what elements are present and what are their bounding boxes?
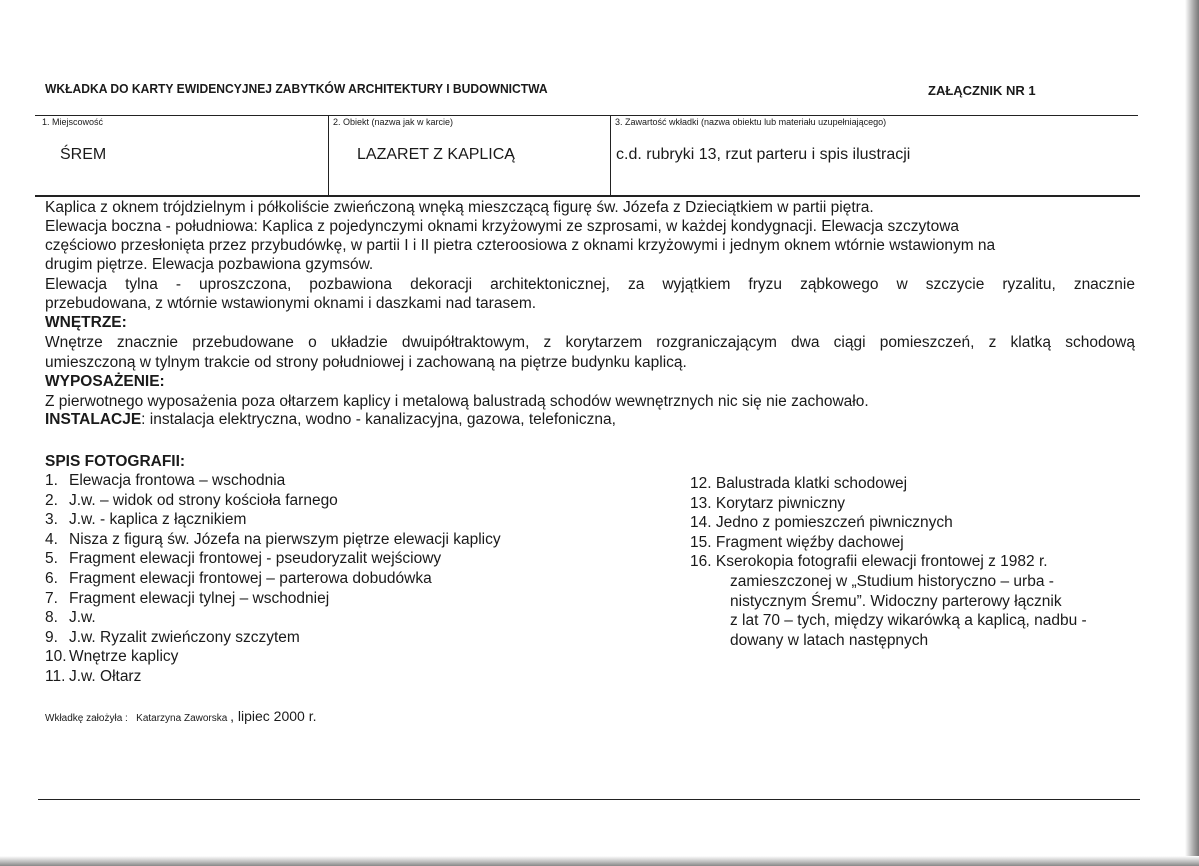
signature-name: Katarzyna Zaworska	[136, 713, 228, 724]
section-heading-installations: INSTALACJE	[45, 411, 142, 428]
scan-edge-shadow	[0, 856, 1199, 866]
body-text: częściowo przesłonięta przez przybudówkę, w partii I i II pietra czteroosiowa z oknami krzyżowymi i jednym oknem wtórnie wstawionym na	[45, 237, 996, 254]
body-text: Elewacja boczna - południowa: Kaplica z pojedynczymi oknami krzyżowymi ze szprosami, w każdej kondygnacji. Elewacja szczytowa	[45, 218, 960, 235]
field-value-contents: c.d. rubryki 13, rzut parteru i spis ilustracji	[616, 146, 911, 163]
signature-label: Wkładkę założyła :	[45, 713, 128, 724]
field-value-locality: ŚREM	[60, 146, 107, 163]
installations-text: : instalacja elektryczna, wodno - kanalizacyjna, gazowa, telefoniczna,	[141, 411, 616, 428]
list-item: 11. J.w. Ołtarz	[45, 667, 142, 685]
list-item: 16. Kserokopia fotografii elewacji frontowej z 1982 r.	[690, 553, 1048, 571]
field-label-object: 2. Obiekt (nazwa jak w karcie)	[333, 117, 454, 127]
list-item: 10. Wnętrze kaplicy	[45, 648, 179, 666]
list-item: 3. J.w. - kaplica z łącznikiem	[45, 511, 247, 529]
footer-divider	[38, 799, 1140, 800]
body-text: Z pierwotnego wyposażenia poza ołtarzem kaplicy i metalową balustradą schodów wewnętrznych nic się nie zachowało.	[45, 393, 869, 410]
body-text: przebudowana, z wtórnie wstawionymi oknami i daszkami nad tarasem.	[45, 295, 537, 312]
list-item: 1. Elewacja frontowa – wschodnia	[45, 472, 286, 489]
list-item: 14. Jedno z pomieszczeń piwnicznych	[690, 514, 953, 532]
list-item: 5. Fragment elewacji frontowej - pseudoryzalit wejściowy	[45, 550, 442, 568]
body-text: Wnętrze znacznie przebudowane o układzie dwuipółtraktowym, z korytarzem rozgraniczającym dwa ciągi pomieszczeń, z klatką schodową	[45, 334, 1135, 351]
list-item-continuation: nistycznym Śremu”. Widoczny parterowy łącznik	[730, 592, 1062, 610]
divider	[35, 115, 1138, 116]
list-item: 4. Nisza z figurą św. Józefa na pierwszym piętrze elewacji kaplicy	[45, 530, 501, 548]
annex-number: ZAŁĄCZNIK NR 1	[928, 83, 1036, 98]
photo-list-right	[690, 474, 1087, 650]
body-text: Kaplica z oknem trójdzielnym i półkoliście zwieńczoną wnęką mieszczącą figurę św. Józefa z Dzieciątkiem w partii piętra.	[45, 199, 874, 216]
section-heading-interior: WNĘTRZE:	[45, 314, 127, 331]
list-item: 6. Fragment elewacji frontowej – parterowa dobudówka	[45, 569, 432, 587]
document-title: WKŁADKA DO KARTY EWIDENCYJNEJ ZABYTKÓW ARCHITEKTURY I BUDOWNICTWA	[45, 81, 548, 96]
scan-edge-shadow	[1185, 0, 1199, 866]
list-item-continuation: z lat 70 – tych, między wikarówką a kaplicą, nadbu -	[730, 612, 1087, 630]
signature-date: , lipiec 2000 r.	[230, 708, 317, 724]
list-item: 13. Korytarz piwniczny	[690, 494, 846, 512]
field-label-locality: 1. Miejscowość	[42, 117, 104, 127]
list-item: 9. J.w. Ryzalit zwieńczony szczytem	[45, 628, 300, 646]
list-item: 12. Balustrada klatki schodowej	[690, 475, 908, 492]
photo-list-left	[45, 471, 501, 687]
photos-heading: SPIS FOTOGRAFII:	[45, 453, 186, 470]
body-text: drugim piętrze. Elewacja pozbawiona gzymsów.	[45, 256, 374, 273]
body-text-installations	[45, 411, 616, 429]
divider	[610, 115, 611, 195]
list-item: 2. J.w. – widok od strony kościoła farnego	[45, 491, 338, 509]
field-value-object: LAZARET Z KAPLICĄ	[357, 146, 515, 163]
divider	[35, 195, 1140, 197]
field-label-contents: 3. Zawartość wkładki (nazwa obiektu lub materiału uzupełniającego)	[615, 117, 887, 127]
signature-line	[45, 708, 316, 724]
list-item: 8. J.w.	[45, 609, 96, 627]
list-item: 15. Fragment więźby dachowej	[690, 533, 904, 551]
list-item-continuation: zamieszczonej w „Studium historyczno – urba -	[730, 572, 1054, 590]
section-heading-equipment: WYPOSAŻENIE:	[45, 373, 165, 390]
body-text: umieszczoną w tylnym trakcie od strony południowej i zachowaną na piętrze budynku kaplicą.	[45, 354, 687, 371]
divider	[328, 115, 329, 195]
body-text: Elewacja tylna - uproszczona, pozbawiona dekoracji architektonicznej, za wyjątkiem fryzu ząbkowego w szczycie ryzalitu, znacznie	[45, 276, 1135, 293]
list-item: 7. Fragment elewacji tylnej – wschodniej	[45, 589, 330, 607]
list-item-continuation: dowany w latach następnych	[730, 631, 929, 649]
